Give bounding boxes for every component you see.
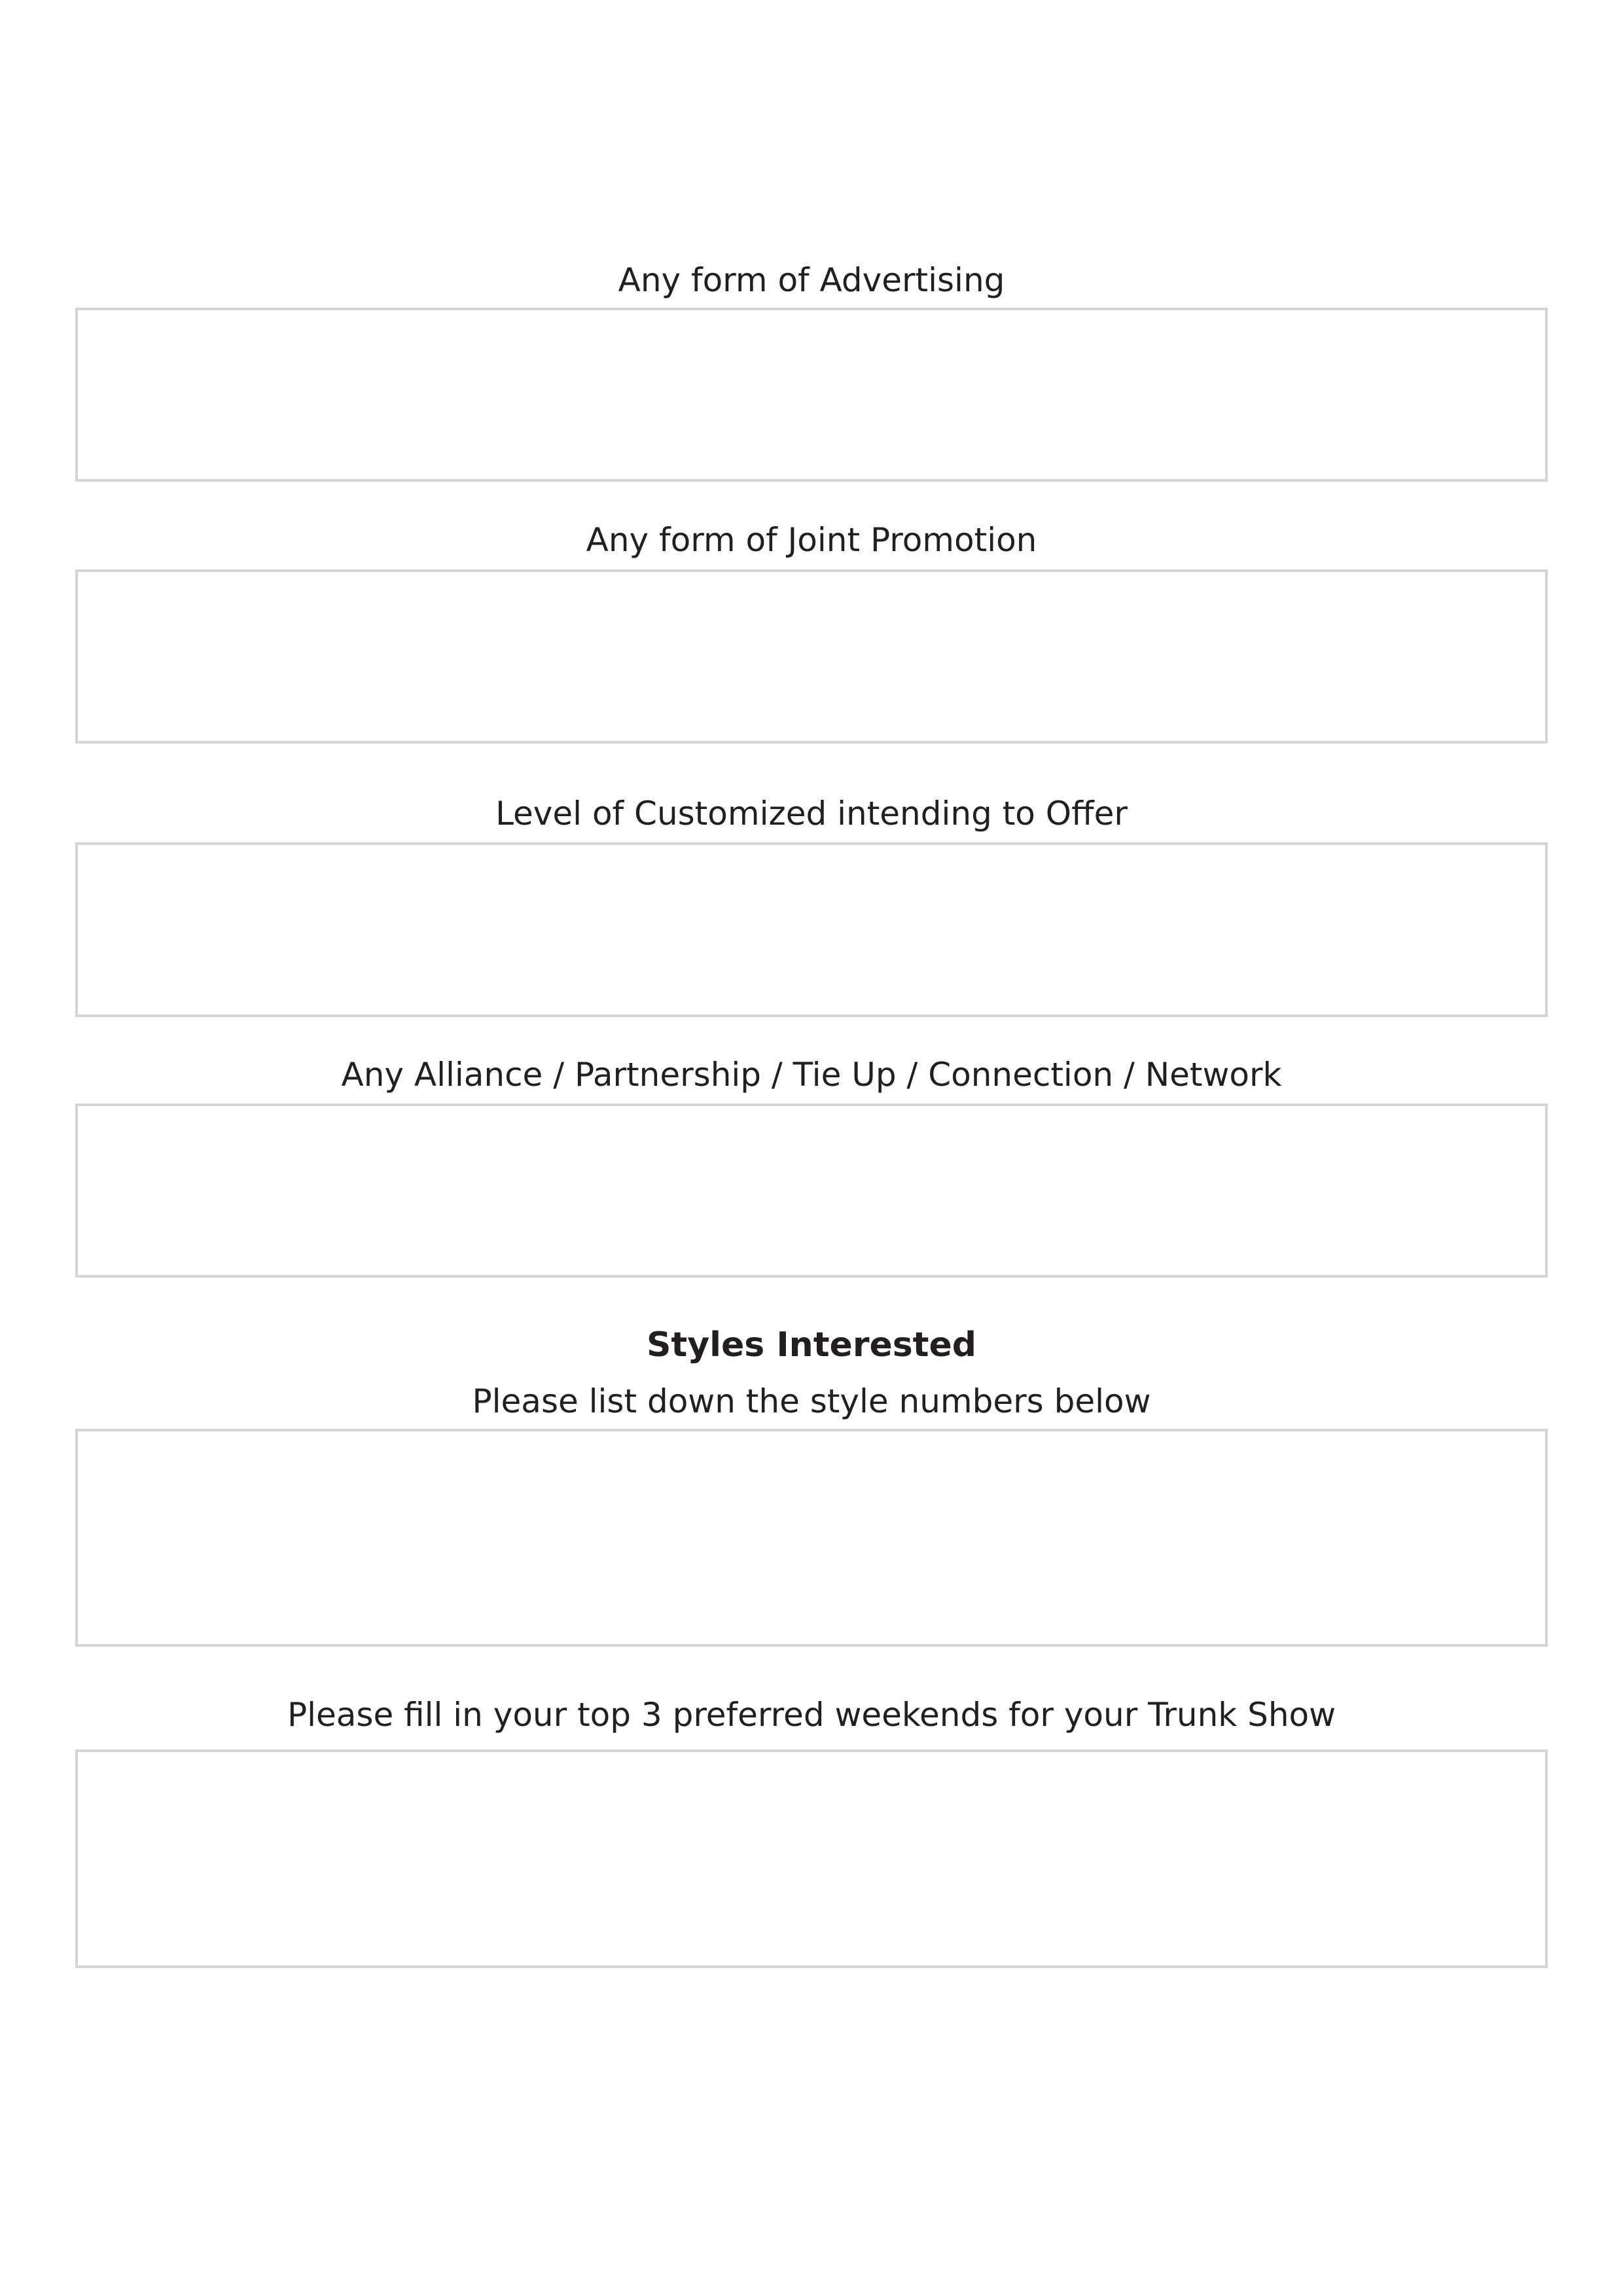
customization-field[interactable] (75, 842, 1548, 1017)
preferred-weekends-label: Please fill in your top 3 preferred weekends for your Trunk Show (287, 1696, 1336, 1734)
style-numbers-field[interactable] (75, 1429, 1548, 1647)
preferred-weekends-field[interactable] (75, 1749, 1548, 1968)
alliance-field[interactable] (75, 1103, 1548, 1278)
alliance-label: Any Alliance / Partnership / Tie Up / Connection / Network (341, 1056, 1282, 1094)
styles-instruction: Please list down the style numbers below (472, 1382, 1151, 1420)
styles-interested-heading: Styles Interested (646, 1325, 977, 1365)
joint-promotion-label: Any form of Joint Promotion (586, 521, 1037, 559)
advertising-label: Any form of Advertising (618, 261, 1005, 299)
customization-label: Level of Customized intending to Offer (495, 795, 1128, 833)
joint-promotion-field[interactable] (75, 569, 1548, 744)
advertising-field[interactable] (75, 308, 1548, 482)
